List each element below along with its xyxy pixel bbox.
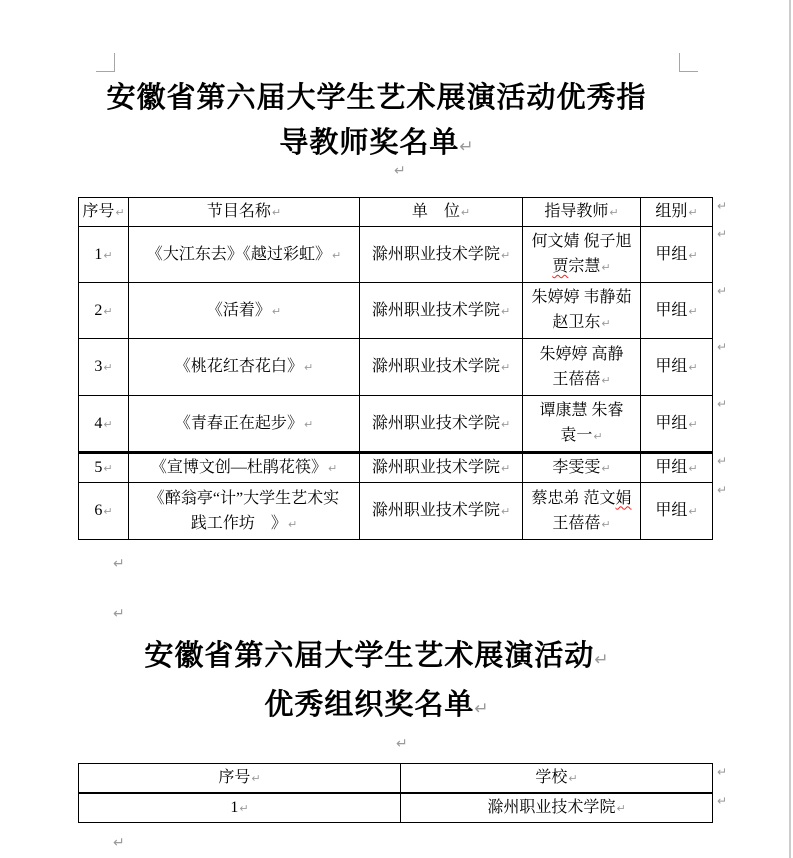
end-of-cell-mark: ↵ [103,417,113,431]
end-of-row-mark: ↵ [717,454,728,468]
table-row [79,483,713,540]
end-of-cell-mark: ↵ [251,772,261,785]
cell-group: 甲组↵ [641,283,713,339]
end-of-cell-mark: ↵ [601,373,611,387]
end-of-cell-mark: ↵ [103,505,113,518]
end-of-cell-mark: ↵ [271,304,282,318]
cell-teachers: 朱婷婷 高静 王蓓蓓↵ [523,339,641,396]
teacher-awards-table [78,197,713,540]
column-header: 学校↵ [401,764,713,794]
cell-unit: 滁州职业技术学院↵ [360,339,523,396]
end-of-cell-mark: ↵ [688,361,698,374]
cell-teachers: 谭康慧 朱睿 袁一↵ [523,396,641,453]
end-of-row-mark: ↵ [717,227,728,241]
paragraph-mark-icon: ↵ [394,163,406,179]
end-of-row-mark: ↵ [717,765,728,779]
end-of-cell-mark: ↵ [103,361,113,374]
end-of-cell-mark: ↵ [688,505,698,518]
cell-no: 1↵ [79,227,129,283]
end-of-cell-mark: ↵ [688,206,698,219]
paragraph-mark-icon: ↵ [113,556,125,572]
table-row [79,339,713,396]
end-of-cell-mark: ↵ [601,317,611,330]
column-header: 指导教师↵ [523,198,641,227]
end-of-row-mark: ↵ [717,794,728,808]
table-row [79,793,713,823]
cell-program: 《活着》↵ [129,283,360,339]
end-of-cell-mark: ↵ [103,248,113,262]
title-teacher-award [0,76,753,170]
paragraph-mark-icon: ↵ [113,606,125,622]
end-of-cell-mark: ↵ [115,206,125,219]
end-of-cell-mark: ↵ [303,417,314,431]
end-of-cell-mark: ↵ [331,248,342,262]
table-row [79,453,713,483]
end-of-cell-mark: ↵ [601,261,611,274]
end-of-cell-mark: ↵ [500,248,511,262]
cell-group: 甲组↵ [641,453,713,483]
end-of-cell-mark: ↵ [103,462,113,475]
end-of-row-mark: ↵ [717,340,728,354]
cell-group: 甲组↵ [641,227,713,283]
end-of-cell-mark: ↵ [568,772,578,785]
column-header: 节目名称↵ [129,198,360,227]
paragraph-mark-icon: ↵ [113,835,125,851]
cell-teachers: 李雯雯↵ [523,453,641,483]
title-line: 导教师奖名单↵ [279,127,474,159]
end-of-row-mark: ↵ [717,199,728,213]
cell-no: 4↵ [79,396,129,453]
end-of-cell-mark: ↵ [688,417,698,431]
paragraph-mark-icon: ↵ [474,699,489,719]
end-of-cell-mark: ↵ [601,517,611,531]
cell-group: 甲组↵ [641,483,713,540]
cell-unit: 滁州职业技术学院↵ [360,227,523,283]
cell-group: 甲组↵ [641,396,713,453]
cell-no: 3↵ [79,339,129,396]
paragraph-mark-icon: ↵ [459,137,474,157]
cell-program: 《宣博文创—杜鹃花筷》↵ [129,453,360,483]
paragraph-mark-icon: ↵ [594,650,609,670]
column-header: 序号↵ [79,198,129,227]
title-line: 安徽省第六届大学生艺术展演活动↵ [144,640,609,672]
end-of-cell-mark: ↵ [609,206,619,219]
table-header [79,198,713,227]
cell-program: 《醉翁亭“计”大学生艺术实 践工作坊 》↵ [129,483,360,540]
title-line: 安徽省第六届大学生艺术展演活动优秀指 [106,82,647,114]
cell-school: 滁州职业技术学院↵ [401,793,713,823]
end-of-cell-mark: ↵ [688,462,698,475]
cell-teachers: 何文婧 倪子旭 贾宗慧↵ [523,227,641,283]
cell-unit: 滁州职业技术学院↵ [360,453,523,483]
cell-no: 6↵ [79,483,129,540]
end-of-cell-mark: ↵ [500,304,511,318]
organization-awards-table [78,763,713,823]
end-of-cell-mark: ↵ [500,361,511,374]
cell-no: 5↵ [79,453,129,483]
column-header: 单 位↵ [360,198,523,227]
end-of-row-mark: ↵ [717,483,728,497]
margin-corner-mark-left [96,53,115,72]
end-of-row-mark: ↵ [717,284,728,298]
cell-teachers: 蔡忠弟 范文娟 王蓓蓓↵ [523,483,641,540]
cell-unit: 滁州职业技术学院↵ [360,283,523,339]
column-header: 序号↵ [79,764,401,794]
paragraph-mark-icon: ↵ [396,736,408,752]
end-of-cell-mark: ↵ [327,462,338,475]
table-row [79,283,713,339]
cell-unit: 滁州职业技术学院↵ [360,483,523,540]
spellcheck-squiggle: 娟 [615,489,632,507]
table-row [79,227,713,283]
cell-program: 《大江东去》《越过彩虹》↵ [129,227,360,283]
end-of-cell-mark: ↵ [601,462,611,475]
end-of-row-mark: ↵ [717,397,728,411]
margin-corner-mark-right [679,53,698,72]
end-of-cell-mark: ↵ [500,417,511,431]
title-line: 优秀组织奖名单↵ [264,689,489,721]
cell-teachers: 朱婷婷 韦静茹 赵卫东↵ [523,283,641,339]
end-of-cell-mark: ↵ [688,248,698,262]
end-of-cell-mark: ↵ [271,206,282,219]
cell-no: 1↵ [79,793,401,823]
page-edge [789,0,791,858]
end-of-cell-mark: ↵ [239,802,249,815]
cell-program: 《青春正在起步》↵ [129,396,360,453]
cell-program: 《桃花红杏花白》↵ [129,339,360,396]
end-of-cell-mark: ↵ [593,430,603,443]
table-header [79,764,713,794]
title-organization-award [0,634,753,732]
end-of-cell-mark: ↵ [500,505,511,518]
cell-no: 2↵ [79,283,129,339]
end-of-cell-mark: ↵ [287,517,298,531]
end-of-cell-mark: ↵ [460,206,471,219]
end-of-cell-mark: ↵ [103,304,113,318]
cell-unit: 滁州职业技术学院↵ [360,396,523,453]
spellcheck-squiggle: 贾 [552,258,569,275]
table-row [79,396,713,453]
end-of-cell-mark: ↵ [500,462,511,475]
column-header: 组别↵ [641,198,713,227]
end-of-cell-mark: ↵ [688,304,698,318]
end-of-cell-mark: ↵ [303,361,314,374]
cell-group: 甲组↵ [641,339,713,396]
end-of-cell-mark: ↵ [616,802,626,815]
